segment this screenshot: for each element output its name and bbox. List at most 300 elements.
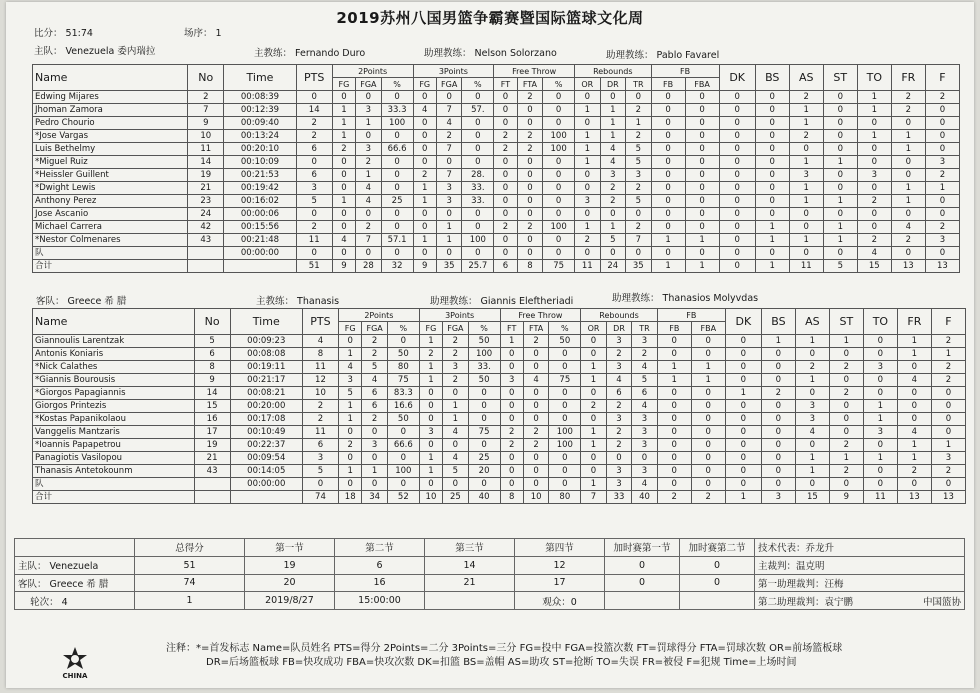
summary-header-total: 总得分 xyxy=(135,539,245,557)
stat-cell: 2 xyxy=(362,413,388,426)
stat-cell: 0 xyxy=(657,426,691,439)
home-subheader-9: OR xyxy=(575,78,601,91)
stat-cell: 0 xyxy=(581,335,607,348)
stat-cell: 0 xyxy=(523,348,549,361)
stat-cell: 1 xyxy=(789,234,823,247)
home-subheader-5: % xyxy=(462,78,494,91)
stat-cell: 0 xyxy=(387,426,419,439)
stat-cell: 0 xyxy=(651,130,685,143)
summary-extra-4 xyxy=(425,592,515,610)
stat-cell: 9 xyxy=(413,260,436,273)
stat-cell: 3 xyxy=(436,195,462,208)
stat-cell: 0 xyxy=(691,478,725,491)
stat-cell: 0 xyxy=(419,439,442,452)
stat-cell: 1 xyxy=(339,413,362,426)
stat-cell: 1 xyxy=(925,182,959,195)
stat-cell: 3 xyxy=(606,361,632,374)
table-row xyxy=(33,234,960,247)
stat-cell: 0 xyxy=(362,452,388,465)
stat-cell: 0 xyxy=(719,221,755,234)
summary-away-name: Greece 希 腊 xyxy=(49,578,109,590)
stat-cell: 3 xyxy=(795,413,829,426)
stat-cell: 00:19:42 xyxy=(224,182,296,195)
stat-cell: 0 xyxy=(339,452,362,465)
stat-cell: 2 xyxy=(339,439,362,452)
home-header-free-throw: Free Throw xyxy=(494,65,575,78)
stat-cell: 00:10:09 xyxy=(224,156,296,169)
stat-cell: 0 xyxy=(891,156,925,169)
stat-cell: 4 xyxy=(356,195,382,208)
home-asst2-name: Pablo Favarel xyxy=(656,50,720,61)
stat-cell: 2 xyxy=(581,400,607,413)
stat-cell: 0 xyxy=(543,195,575,208)
home-subheader-0: FG xyxy=(332,78,355,91)
away-subheader-10: DR xyxy=(606,322,632,335)
stat-cell: 0 xyxy=(823,104,857,117)
summary-blank-1 xyxy=(605,592,680,610)
stat-cell: 1 xyxy=(436,234,462,247)
stat-cell: 33. xyxy=(462,182,494,195)
stat-cell: 1 xyxy=(651,234,685,247)
stat-cell: 1 xyxy=(863,400,897,413)
stat-cell: 1 xyxy=(857,91,891,104)
stat-cell: 2 xyxy=(829,465,863,478)
stat-cell: 00:09:40 xyxy=(224,117,296,130)
stat-cell: 2 xyxy=(523,426,549,439)
home-subheader-10: DR xyxy=(600,78,626,91)
stat-cell: 21 xyxy=(188,182,224,195)
stat-cell: 1 xyxy=(823,221,857,234)
official-umpire2-text: 第二助理裁判：袁宁鹏 xyxy=(758,596,854,608)
stat-cell: 1 xyxy=(897,452,931,465)
summary-home-ot1: 0 xyxy=(605,556,680,574)
summary-home-name: Venezuela xyxy=(49,561,99,573)
stat-cell: 0 xyxy=(494,182,517,195)
stat-cell: 0 xyxy=(462,208,494,221)
stat-cell: 0 xyxy=(829,374,863,387)
stat-cell: 0 xyxy=(691,439,725,452)
player-name: Jhoman Zamora xyxy=(33,104,188,117)
stat-cell: 0 xyxy=(549,361,581,374)
stat-cell: 2 xyxy=(296,130,332,143)
stat-cell: 2 xyxy=(332,143,355,156)
stat-cell: 0 xyxy=(857,221,891,234)
stat-cell: 0 xyxy=(725,439,761,452)
stat-cell: 0 xyxy=(755,195,789,208)
stat-cell: 11 xyxy=(863,491,897,504)
score-line xyxy=(34,25,93,39)
stat-cell: 0 xyxy=(413,247,436,260)
stat-cell: 0 xyxy=(549,413,581,426)
stat-cell: 0 xyxy=(657,335,691,348)
stat-cell: 6 xyxy=(494,260,517,273)
stat-cell: 1 xyxy=(332,117,355,130)
stat-cell: 00:21:48 xyxy=(224,234,296,247)
stat-cell: 11 xyxy=(789,260,823,273)
stat-cell: 0 xyxy=(795,439,829,452)
away-team-name: Greece 希 腊 xyxy=(67,296,127,307)
stat-cell: 25.7 xyxy=(462,260,494,273)
stat-cell: 6 xyxy=(302,439,338,452)
table-row xyxy=(33,361,966,374)
stat-cell: 1 xyxy=(789,156,823,169)
stat-cell: 1 xyxy=(600,117,626,130)
stat-cell: 00:00:06 xyxy=(224,208,296,221)
stat-cell: 0 xyxy=(419,478,442,491)
stat-cell: 0 xyxy=(685,182,719,195)
home-subheader-2: % xyxy=(381,78,413,91)
stat-cell: 00:10:49 xyxy=(230,426,302,439)
stat-cell: 13 xyxy=(891,260,925,273)
stat-cell: 0 xyxy=(897,361,931,374)
stat-cell: 3 xyxy=(606,465,632,478)
summary-attendance: 观众：0 xyxy=(515,592,605,610)
stat-cell: 3 xyxy=(925,156,959,169)
stat-cell: 1 xyxy=(575,143,601,156)
stat-cell: 1 xyxy=(339,400,362,413)
stat-cell: 50 xyxy=(468,374,500,387)
home-header-dk: DK xyxy=(719,65,755,91)
stat-cell: 2 xyxy=(600,182,626,195)
stat-cell: 1 xyxy=(413,234,436,247)
home-subheader-3: FG xyxy=(413,78,436,91)
away-header-free-throw: Free Throw xyxy=(500,309,581,322)
away-subheader-4: FGA xyxy=(443,322,469,335)
stat-cell: 3 xyxy=(302,452,338,465)
stat-cell: 25 xyxy=(468,452,500,465)
page-title: 2019苏州八国男篮争霸赛暨国际篮球文化周 xyxy=(336,9,644,27)
stat-cell: 0 xyxy=(719,195,755,208)
stat-cell: 1 xyxy=(725,491,761,504)
stat-cell: 1 xyxy=(436,221,462,234)
stat-cell: 1 xyxy=(761,335,795,348)
stat-cell: 0 xyxy=(296,208,332,221)
home-team-label: 主队： xyxy=(34,46,63,57)
player-name: Luis Bethelmy xyxy=(33,143,188,156)
stat-cell: 0 xyxy=(443,439,469,452)
stat-cell: 1 xyxy=(332,195,355,208)
stat-cell: 0 xyxy=(725,452,761,465)
stat-cell: 100 xyxy=(462,234,494,247)
stat-cell: 0 xyxy=(719,91,755,104)
stat-cell: 4 xyxy=(600,143,626,156)
stat-cell: 1 xyxy=(356,117,382,130)
player-name: Jose Ascanio xyxy=(33,208,188,221)
stat-cell: 0 xyxy=(296,91,332,104)
stat-cell: 4 xyxy=(897,426,931,439)
stat-cell: 0 xyxy=(685,195,719,208)
home-header-fr: FR xyxy=(891,65,925,91)
stat-cell: 0 xyxy=(761,413,795,426)
stat-cell: 0 xyxy=(863,465,897,478)
stat-cell: 0 xyxy=(755,104,789,117)
summary-home-q2: 6 xyxy=(335,556,425,574)
stat-cell: 0 xyxy=(925,117,959,130)
home-stats-table xyxy=(32,64,960,273)
game-number-value: 1 xyxy=(215,28,222,39)
stat-cell: 0 xyxy=(436,208,462,221)
stat-cell: 24 xyxy=(188,208,224,221)
away-subheader-7: FTA xyxy=(523,322,549,335)
stat-cell: 0 xyxy=(413,130,436,143)
stat-cell: 0 xyxy=(462,117,494,130)
home-asst1-line xyxy=(424,45,557,59)
game-number-line xyxy=(184,25,222,39)
stat-cell: 0 xyxy=(657,452,691,465)
stat-cell: 0 xyxy=(468,478,500,491)
stat-cell: 4 xyxy=(436,117,462,130)
home-header-time: Time xyxy=(224,65,296,91)
stat-cell: 0 xyxy=(468,400,500,413)
stat-cell: 4 xyxy=(891,221,925,234)
player-name: *Nick Calathes xyxy=(33,361,195,374)
stat-cell: 2 xyxy=(523,439,549,452)
stat-cell: 10 xyxy=(302,387,338,400)
home-subheader-7: FTA xyxy=(517,78,543,91)
stat-cell: 2 xyxy=(931,335,965,348)
stat-cell: 0 xyxy=(725,478,761,491)
away-subheader-2: % xyxy=(387,322,419,335)
stat-cell: 16 xyxy=(194,413,230,426)
stat-cell: 1 xyxy=(795,335,829,348)
stat-cell: 1 xyxy=(339,348,362,361)
stat-cell: 0 xyxy=(789,208,823,221)
stat-cell: 0 xyxy=(494,117,517,130)
stat-cell: 0 xyxy=(462,91,494,104)
player-name: 合计 xyxy=(33,260,188,273)
stat-cell: 0 xyxy=(789,221,823,234)
stat-cell: 3 xyxy=(632,426,658,439)
stat-sheet xyxy=(6,2,974,688)
stat-cell: 15 xyxy=(795,491,829,504)
stat-cell: 3 xyxy=(443,361,469,374)
stat-cell: 0 xyxy=(725,413,761,426)
away-header-rebounds: Rebounds xyxy=(581,309,658,322)
stat-cell: 0 xyxy=(725,465,761,478)
stat-cell xyxy=(188,247,224,260)
stat-cell: 3 xyxy=(789,169,823,182)
stat-cell: 50 xyxy=(387,348,419,361)
stat-cell: 0 xyxy=(925,143,959,156)
stat-cell: 0 xyxy=(462,221,494,234)
stat-cell: 1 xyxy=(413,182,436,195)
stat-cell: 19 xyxy=(194,439,230,452)
stat-cell: 2 xyxy=(829,361,863,374)
away-asst1-label: 助理教练： xyxy=(430,296,478,307)
stat-cell: 3 xyxy=(500,374,523,387)
stat-cell: 0 xyxy=(296,247,332,260)
stat-cell: 4 xyxy=(632,478,658,491)
stat-cell: 0 xyxy=(302,478,338,491)
stat-cell: 0 xyxy=(500,452,523,465)
stat-cell: 2 xyxy=(897,465,931,478)
stat-cell: 9 xyxy=(829,491,863,504)
stat-cell: 8 xyxy=(500,491,523,504)
stat-cell: 52 xyxy=(387,491,419,504)
stat-cell: 0 xyxy=(651,195,685,208)
table-row xyxy=(33,348,966,361)
stat-cell: 0 xyxy=(823,117,857,130)
stat-cell: 1 xyxy=(419,465,442,478)
stat-cell: 1 xyxy=(931,348,965,361)
stat-cell: 0 xyxy=(719,260,755,273)
stat-cell: 3 xyxy=(600,169,626,182)
away-subheader-1: FGA xyxy=(362,322,388,335)
stat-cell: 6 xyxy=(606,387,632,400)
stat-cell: 0 xyxy=(626,91,652,104)
stat-cell: 1 xyxy=(419,361,442,374)
stat-cell: 0 xyxy=(931,413,965,426)
player-name: Thanasis Antetokounm xyxy=(33,465,195,478)
stat-cell: 5 xyxy=(823,260,857,273)
stat-cell: 4 xyxy=(443,426,469,439)
stat-cell: 0 xyxy=(581,452,607,465)
stat-cell: 0 xyxy=(685,156,719,169)
stat-cell: 6 xyxy=(194,348,230,361)
stat-cell: 3 xyxy=(436,182,462,195)
stat-cell: 40 xyxy=(632,491,658,504)
stat-cell: 3 xyxy=(626,169,652,182)
stat-cell: 0 xyxy=(332,169,355,182)
home-subheader-8: % xyxy=(543,78,575,91)
stat-cell: 0 xyxy=(543,208,575,221)
stat-cell: 0 xyxy=(925,208,959,221)
stat-cell: 100 xyxy=(387,465,419,478)
stat-cell: 2 xyxy=(606,439,632,452)
stat-cell: 100 xyxy=(543,130,575,143)
away-coach-name: Thanasis xyxy=(297,296,340,307)
summary-date: 2019/8/27 xyxy=(245,592,335,610)
table-row xyxy=(33,247,960,260)
stat-cell: 3 xyxy=(606,478,632,491)
stat-cell: 2 xyxy=(443,335,469,348)
stat-cell: 0 xyxy=(517,117,543,130)
player-name: *Giannis Bourousis xyxy=(33,374,195,387)
stat-cell: 0 xyxy=(931,426,965,439)
home-coach-line xyxy=(254,45,365,59)
stat-cell: 0 xyxy=(657,348,691,361)
stat-cell: 0 xyxy=(685,143,719,156)
stat-cell: 0 xyxy=(657,413,691,426)
stat-cell: 0 xyxy=(925,247,959,260)
stat-cell: 20 xyxy=(468,465,500,478)
stat-cell: 4 xyxy=(302,335,338,348)
stat-cell: 3 xyxy=(863,361,897,374)
home-subheader-12: FB xyxy=(651,78,685,91)
away-header-dk: DK xyxy=(725,309,761,335)
stat-cell: 5 xyxy=(626,143,652,156)
stat-cell: 0 xyxy=(863,387,897,400)
summary-header-q3: 第三节 xyxy=(425,539,515,557)
stat-cell: 0 xyxy=(755,143,789,156)
stat-cell: 2 xyxy=(931,374,965,387)
stat-cell: 4 xyxy=(897,374,931,387)
summary-away-q1: 20 xyxy=(245,574,335,592)
stat-cell: 0 xyxy=(581,348,607,361)
stat-cell: 2 xyxy=(517,130,543,143)
table-row xyxy=(33,478,966,491)
stat-cell: 0 xyxy=(691,426,725,439)
stat-cell: 2 xyxy=(500,426,523,439)
home-header-3points: 3Points xyxy=(413,65,494,78)
table-row xyxy=(33,400,966,413)
stat-cell: 4 xyxy=(600,156,626,169)
stat-cell: 4 xyxy=(362,374,388,387)
away-header-as: AS xyxy=(795,309,829,335)
player-name: Vanggelis Mantzaris xyxy=(33,426,195,439)
stat-cell: 2 xyxy=(891,234,925,247)
stat-cell: 100 xyxy=(549,426,581,439)
stat-cell: 0 xyxy=(581,387,607,400)
stat-cell: 2 xyxy=(296,221,332,234)
stat-cell: 0 xyxy=(823,143,857,156)
stat-cell: 0 xyxy=(387,478,419,491)
stat-cell: 50 xyxy=(549,335,581,348)
summary-blank-2 xyxy=(680,592,755,610)
stat-cell: 0 xyxy=(789,247,823,260)
stat-cell: 7 xyxy=(581,491,607,504)
summary-away-ot1: 0 xyxy=(605,574,680,592)
player-name: 队 xyxy=(33,247,188,260)
stat-cell: 0 xyxy=(413,221,436,234)
stat-cell: 1 xyxy=(419,335,442,348)
table-row xyxy=(33,374,966,387)
stat-cell: 0 xyxy=(494,169,517,182)
stat-cell: 4 xyxy=(632,361,658,374)
stat-cell: 6 xyxy=(362,400,388,413)
away-header-st: ST xyxy=(829,309,863,335)
stat-cell: 1 xyxy=(657,361,691,374)
stat-cell: 0 xyxy=(823,91,857,104)
stat-cell: 2 xyxy=(626,130,652,143)
stat-cell: 2 xyxy=(443,348,469,361)
away-asst1-name: Giannis Eleftheriadi xyxy=(480,296,574,307)
stat-cell: 100 xyxy=(549,439,581,452)
stat-cell: 0 xyxy=(517,104,543,117)
stat-cell: 00:15:56 xyxy=(224,221,296,234)
stat-cell: 50 xyxy=(468,335,500,348)
away-subheader-11: TR xyxy=(632,322,658,335)
stat-cell: 33 xyxy=(606,491,632,504)
notes-label: 注释： xyxy=(166,643,196,654)
stat-cell: 2 xyxy=(829,387,863,400)
stat-cell: 5 xyxy=(362,361,388,374)
stat-cell: 0 xyxy=(575,169,601,182)
stat-cell: 00:14:05 xyxy=(230,465,302,478)
table-row xyxy=(33,104,960,117)
home-header-to: TO xyxy=(857,65,891,91)
summary-home-q4: 12 xyxy=(515,556,605,574)
stat-cell: 0 xyxy=(332,208,355,221)
stat-cell: 8 xyxy=(302,348,338,361)
stat-cell: 1 xyxy=(795,452,829,465)
stat-cell: 0 xyxy=(685,221,719,234)
stat-cell: 2 xyxy=(494,221,517,234)
away-subheader-8: % xyxy=(549,322,581,335)
stat-cell: 0 xyxy=(725,348,761,361)
stat-cell: 2 xyxy=(356,156,382,169)
table-row xyxy=(33,117,960,130)
away-coach-line xyxy=(256,293,339,307)
stat-cell: 3 xyxy=(419,426,442,439)
stat-cell: 0 xyxy=(436,156,462,169)
stat-cell: 80 xyxy=(387,361,419,374)
official-umpire2 xyxy=(755,592,965,610)
away-team-label: 客队： xyxy=(36,296,65,307)
player-name: Antonis Koniaris xyxy=(33,348,195,361)
stat-cell: 0 xyxy=(691,387,725,400)
stat-cell: 00:21:53 xyxy=(224,169,296,182)
